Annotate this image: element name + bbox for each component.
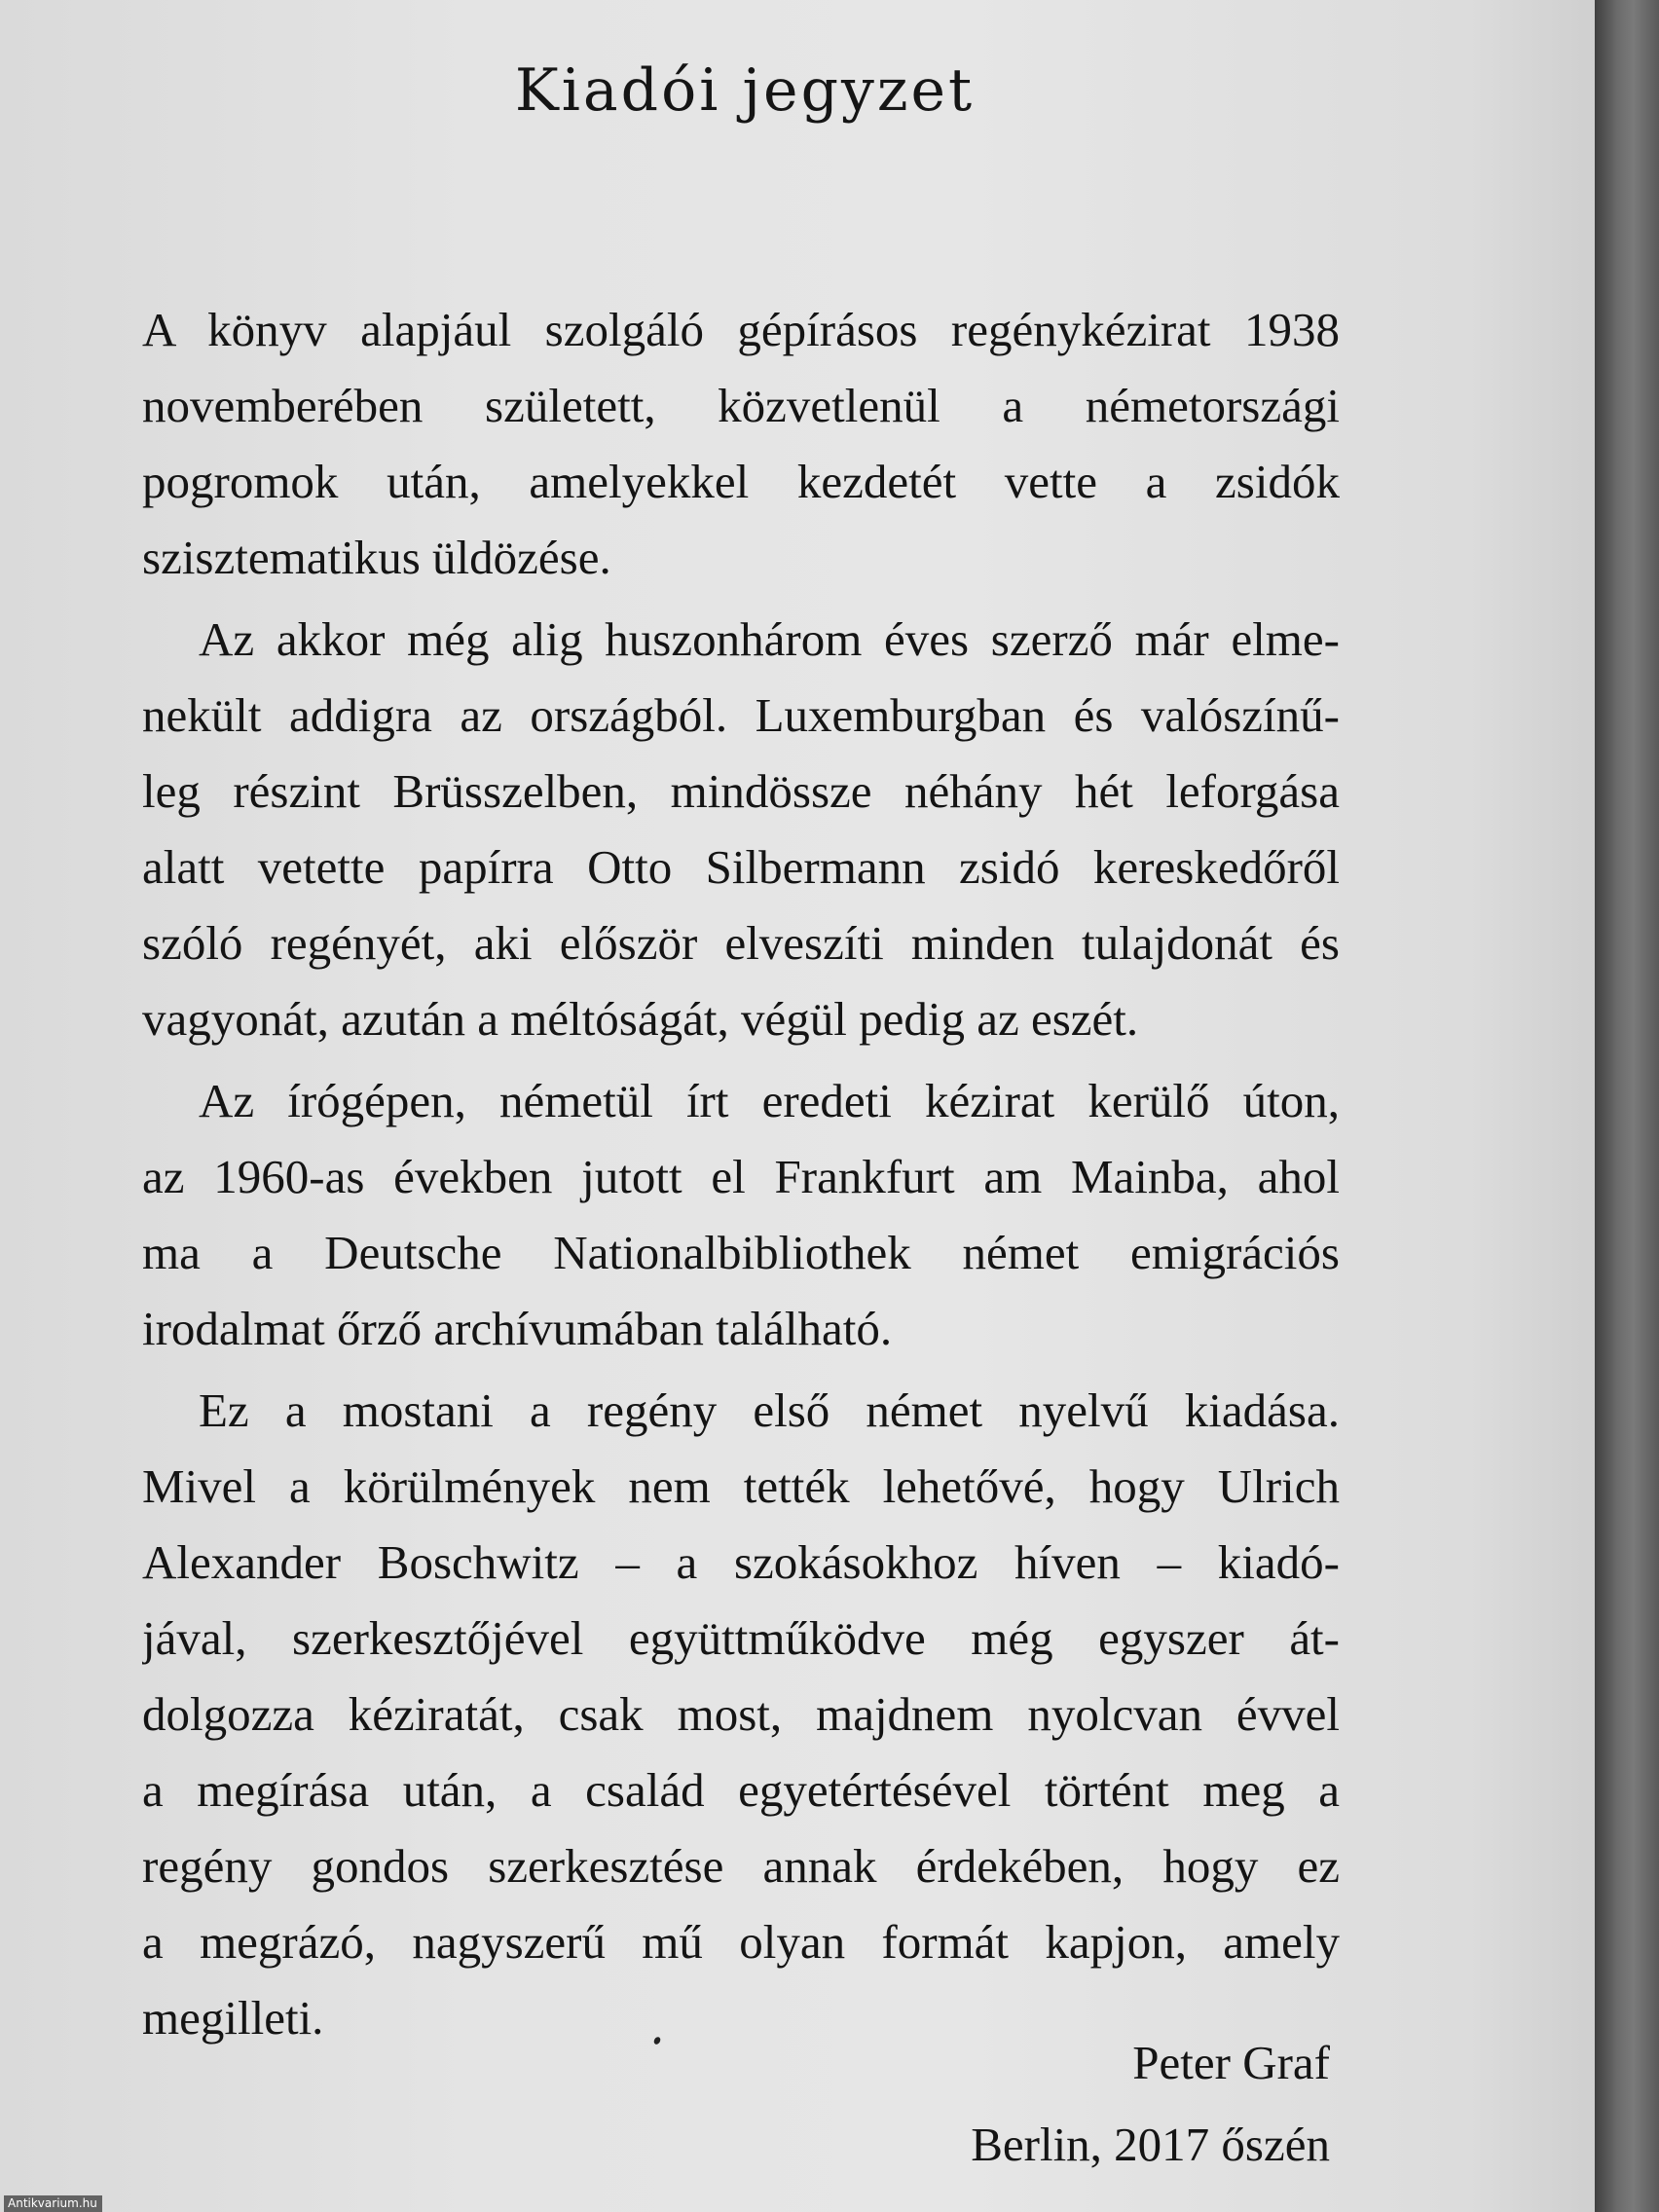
watermark: Antikvarium.hu <box>4 2195 102 2212</box>
text-line: az 1960-as években jutott el Frankfurt am Mainba, ahol <box>142 1150 1340 1203</box>
text-line: Ez a mostani a regény első német nyelvű kiadása. <box>199 1383 1340 1437</box>
text-line: a megrázó, nagyszerű mű olyan formát kapjon, amely <box>142 1915 1340 1969</box>
signature-place-date: Berlin, 2017 őszén <box>971 2118 1330 2171</box>
text-line: ma a Deutsche Nationalbibliothek német emigrációs <box>142 1226 1340 1279</box>
text-line: alatt vetette papírra Otto Silbermann zsidó kereskedőről <box>142 840 1340 894</box>
text-line: nekült addigra az országból. Luxemburgban és valószínű- <box>142 688 1340 742</box>
text-line: szóló regényét, aki először elveszíti minden tulajdonát és <box>142 916 1340 970</box>
text-line: Alexander Boschwitz – a szokásokhoz híven – kiadó- <box>142 1535 1340 1589</box>
paragraph-1 <box>142 292 1340 596</box>
text-line: szisztematikus üldözése. <box>142 531 611 584</box>
paragraph-2 <box>142 602 1340 1057</box>
paragraph-3 <box>142 1063 1340 1367</box>
text-line: Mivel a körülmények nem tették lehetővé, hogy Ulrich <box>142 1459 1340 1513</box>
text-line: a megírása után, a család egyetértésével történt meg a <box>142 1763 1340 1817</box>
page-title: Kiadói jegyzet <box>514 56 976 125</box>
paragraph-4 <box>142 1373 1340 2056</box>
text-line: megilleti. <box>142 1991 324 2045</box>
text-line: Az akkor még alig huszonhárom éves szerző már elme- <box>199 612 1340 666</box>
book-gutter-shadow <box>1595 0 1659 2212</box>
text-line: A könyv alapjául szolgáló gépírásos regénykézirat 1938 <box>142 303 1340 356</box>
text-line: vagyonát, azután a méltóságát, végül pedig az eszét. <box>142 992 1139 1046</box>
signature-name: Peter Graf <box>1132 2036 1330 2089</box>
text-line: pogromok után, amelyekkel kezdetét vette a zsidók <box>142 455 1340 508</box>
body-text <box>142 292 1340 2056</box>
text-line: jával, szerkesztőjével együttműködve még egyszer át- <box>142 1611 1340 1665</box>
text-line: Az írógépen, németül írt eredeti kézirat kerülő úton, <box>199 1074 1340 1127</box>
text-line: leg részint Brüsszelben, mindössze néhány hét leforgása <box>142 764 1340 818</box>
text-line: dolgozza kéziratát, csak most, majdnem nyolcvan évvel <box>142 1687 1340 1741</box>
text-line: irodalmat őrző archívumában található. <box>142 1302 893 1355</box>
text-line: novemberében született, közvetlenül a németországi <box>142 379 1340 432</box>
text-line: regény gondos szerkesztése annak érdekében, hogy ez <box>142 1839 1340 1893</box>
